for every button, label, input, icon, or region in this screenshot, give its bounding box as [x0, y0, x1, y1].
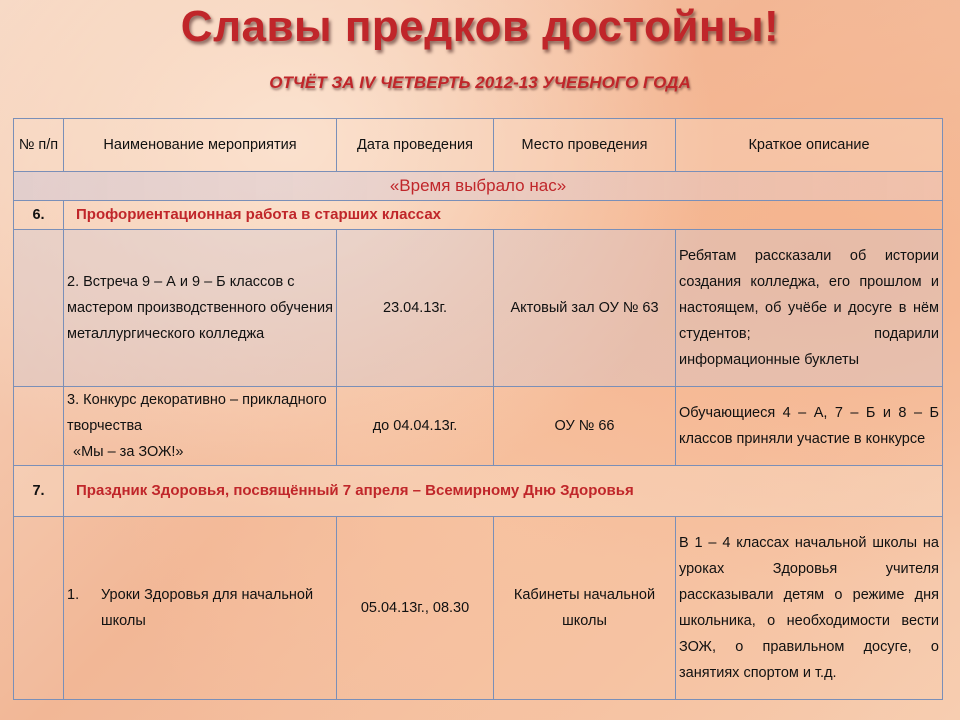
column-header-name: Наименование мероприятия [64, 119, 337, 172]
event-date: до 04.04.13г. [337, 387, 494, 466]
group-title: Праздник Здоровья, посвящённый 7 апреля – Всемирному Дню Здоровья [64, 466, 943, 517]
empty-cell [14, 387, 64, 466]
column-header-description: Краткое описание [676, 119, 943, 172]
group-number: 7. [14, 466, 64, 517]
section-title: «Время выбрало нас» [14, 172, 943, 201]
event-place: ОУ № 66 [494, 387, 676, 466]
table-row [14, 230, 943, 387]
group-number: 6. [14, 201, 64, 230]
column-header-num: № п/п [14, 119, 64, 172]
event-list-text: Уроки Здоровья для начальной школы [101, 587, 314, 629]
event-name-line: 3. Конкурс декоративно – прикладного творчества [67, 392, 327, 434]
empty-cell [14, 230, 64, 387]
table-row [14, 517, 943, 700]
column-header-place: Место проведения [494, 119, 676, 172]
event-name: 2. Встреча 9 – А и 9 – Б классов с мастером производственного обучения металлургического колледжа [64, 230, 337, 387]
event-description: В 1 – 4 классах начальной школы на уроках Здоровья учителя рассказывали детям о режиме дня школьника, о необходимости вести ЗОЖ, о правильном досуге, о занятиях спортом и т.д. [676, 517, 943, 700]
event-list-item [67, 582, 333, 634]
event-description: Ребятам рассказали об истории создания колледжа, его прошлом и настоящем, об учёбе и досуге в нём студентов; подарили информационные буклеты [676, 230, 943, 387]
group-title: Профориентационная работа в старших классах [64, 201, 943, 230]
group-row [14, 201, 943, 230]
section-row [14, 172, 943, 201]
column-header-date: Дата проведения [337, 119, 494, 172]
event-name-line: «Мы – за ЗОЖ!» [73, 444, 184, 460]
event-place: Кабинеты начальной школы [494, 517, 676, 700]
slide-title: Славы предков достойны! [180, 2, 780, 51]
table-header-row [14, 119, 943, 172]
empty-cell [14, 517, 64, 700]
group-row [14, 466, 943, 517]
event-date: 23.04.13г. [337, 230, 494, 387]
report-table [13, 118, 943, 700]
event-date: 05.04.13г., 08.30 [337, 517, 494, 700]
event-name [64, 387, 337, 466]
event-description: Обучающиеся 4 – А, 7 – Б и 8 – Б классов приняли участие в конкурсе [676, 387, 943, 466]
report-subtitle: ОТЧЁТ ЗА IV ЧЕТВЕРТЬ 2012-13 УЧЕБНОГО ГОДА [269, 73, 691, 92]
table-row [14, 387, 943, 466]
event-place: Актовый зал ОУ № 63 [494, 230, 676, 387]
event-name [64, 517, 337, 700]
event-list-number: 1. [67, 587, 80, 603]
